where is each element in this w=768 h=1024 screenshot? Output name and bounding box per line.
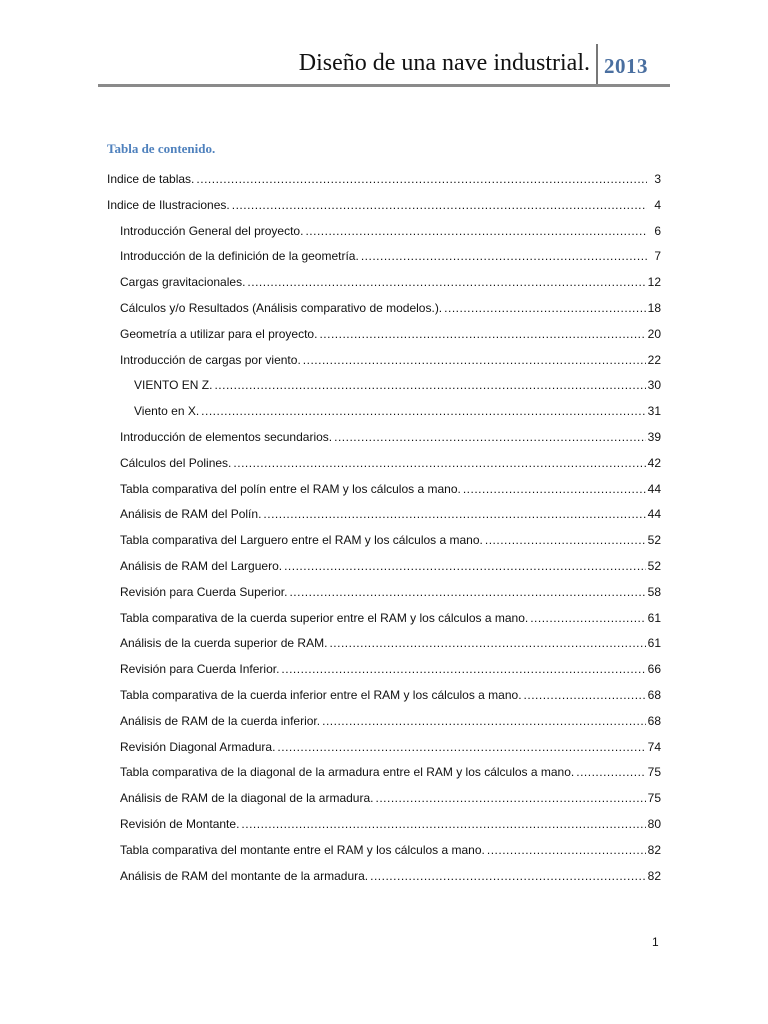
toc-entry-page: 20 [647,327,661,341]
toc-entry-page: 3 [654,172,661,186]
toc-leader-dots [576,765,645,779]
toc-entry-page: 39 [647,430,661,444]
page-header [98,44,670,87]
toc-entry-page: 42 [647,456,661,470]
toc-entry-label: Cálculos y/o Resultados (Análisis comparativo de modelos.). [120,301,443,315]
toc-entry[interactable] [120,688,661,706]
toc-leader-dots [284,559,646,573]
toc-entry[interactable] [120,301,661,319]
toc-entry-label: Análisis de RAM de la diagonal de la armadura. [120,791,374,805]
toc-entry[interactable] [120,611,661,629]
toc-leader-dots [370,869,646,883]
toc-entry-label: Revisión Diagonal Armadura. [120,740,276,754]
toc-entry[interactable] [120,662,661,680]
toc-leader-dots [277,740,645,754]
toc-leader-dots [303,353,646,367]
toc-leader-dots [281,662,645,676]
toc-entry-label: Introducción de la definición de la geometría. [120,249,359,263]
toc-entry[interactable] [134,404,661,422]
toc-entry[interactable] [120,275,661,293]
toc-entry-label: Cargas gravitacionales. [120,275,246,289]
toc-entry-label: Indice de tablas. [107,172,195,186]
toc-entry-page: 18 [647,301,661,315]
toc-leader-dots [289,585,645,599]
toc-entry-label: Tabla comparativa de la cuerda inferior entre el RAM y los cálculos a mano. [120,688,522,702]
toc-entry-page: 30 [647,378,661,392]
toc-entry-page: 22 [647,353,661,367]
toc-entry-page: 68 [647,688,661,702]
toc-entry[interactable] [120,765,661,783]
toc-entry[interactable] [120,327,661,345]
toc-entry-page: 80 [647,817,661,831]
toc-entry-label: Introducción de elementos secundarios. [120,430,333,444]
toc-entry[interactable] [120,636,661,654]
toc-heading: Tabla de contenido. [107,141,216,156]
toc-entry-label: Tabla comparativa de la diagonal de la armadura entre el RAM y los cálculos a mano. [120,765,575,779]
toc-entry-label: Indice de Ilustraciones. [107,198,230,212]
toc-entry-page: 66 [647,662,661,676]
toc-entry-label: Revisión de Montante. [120,817,240,831]
toc-leader-dots [444,301,645,315]
toc-entry-page: 58 [647,585,661,599]
toc-entry-label: Análisis de RAM del montante de la armadura. [120,869,369,883]
toc-leader-dots [214,378,645,392]
toc-entry-label: Análisis de RAM del Larguero. [120,559,283,573]
toc-entry[interactable] [120,740,661,758]
toc-leader-dots [524,688,646,702]
document-title: Diseño de una nave industrial. [298,50,590,76]
toc-leader-dots [263,507,645,521]
toc-entry[interactable] [120,353,661,371]
toc-entry-page: 7 [654,249,661,263]
toc-entry-page: 68 [647,714,661,728]
toc-entry[interactable] [120,249,661,267]
toc-entry-page: 31 [647,404,661,418]
toc-entry[interactable] [134,378,661,396]
toc-entry[interactable] [120,791,661,809]
toc-leader-dots [361,249,647,263]
toc-entry-label: Tabla comparativa del polín entre el RAM y los cálculos a mano. [120,482,461,496]
toc-entry-label: Viento en X. [134,404,200,418]
toc-entry[interactable] [120,456,661,474]
toc-entry-page: 52 [647,533,661,547]
toc-leader-dots [305,224,647,238]
toc-entry-page: 44 [647,507,661,521]
toc-entry[interactable] [120,559,661,577]
toc-entry[interactable] [120,817,661,835]
toc-entry[interactable] [120,869,661,887]
toc-entry-page: 52 [647,559,661,573]
toc-leader-dots [329,636,645,650]
toc-leader-dots [485,533,646,547]
toc-entry-label: Análisis de RAM del Polín. [120,507,262,521]
toc-entry[interactable] [120,482,661,500]
toc-entry-page: 61 [647,636,661,650]
toc-entry-page: 74 [647,740,661,754]
toc-leader-dots [463,482,646,496]
toc-entry-label: Tabla comparativa del Larguero entre el RAM y los cálculos a mano. [120,533,483,547]
toc-entry[interactable] [120,585,661,603]
toc-leader-dots [487,843,646,857]
toc-leader-dots [334,430,646,444]
toc-entry-label: Revisión para Cuerda Inferior. [120,662,280,676]
toc-entry[interactable] [120,843,661,861]
toc-entry-page: 61 [647,611,661,625]
toc-leader-dots [319,327,645,341]
toc-entry-label: Geometría a utilizar para el proyecto. [120,327,318,341]
toc-entry[interactable] [120,224,661,242]
toc-leader-dots [241,817,645,831]
toc-leader-dots [247,275,645,289]
toc-entry-page: 44 [647,482,661,496]
toc-entry-page: 6 [654,224,661,238]
toc-entry-label: Tabla comparativa de la cuerda superior entre el RAM y los cálculos a mano. [120,611,529,625]
toc-entry-label: Tabla comparativa del montante entre el RAM y los cálculos a mano. [120,843,485,857]
toc-leader-dots [530,611,645,625]
page-number: 1 [652,935,659,949]
toc-leader-dots [233,456,645,470]
toc-entry-label: Análisis de la cuerda superior de RAM. [120,636,328,650]
toc-entry-label: Introducción de cargas por viento. [120,353,301,367]
header-separator [596,44,598,84]
toc-entry-page: 75 [647,791,661,805]
toc-leader-dots [196,172,647,186]
toc-entry-page: 12 [647,275,661,289]
toc-entry[interactable] [107,172,661,190]
toc-entry-page: 82 [647,843,661,857]
document-year: 2013 [604,54,648,78]
toc-entry[interactable] [120,533,661,551]
toc-entry-page: 75 [647,765,661,779]
toc-entry-label: Revisión para Cuerda Superior. [120,585,288,599]
toc-entry[interactable] [107,198,661,216]
toc-entry-label: Análisis de RAM de la cuerda inferior. [120,714,321,728]
toc-entry-label: Introducción General del proyecto. [120,224,304,238]
toc-leader-dots [232,198,647,212]
toc-entry-page: 82 [647,869,661,883]
toc-entry[interactable] [120,714,661,732]
toc-leader-dots [375,791,645,805]
toc-entry-label: VIENTO EN Z. [134,378,213,392]
toc-leader-dots [201,404,645,418]
toc-leader-dots [322,714,646,728]
toc-entry[interactable] [120,507,661,525]
toc-entry-page: 4 [654,198,661,212]
toc-entry-label: Cálculos del Polines. [120,456,232,470]
toc-entry[interactable] [120,430,661,448]
